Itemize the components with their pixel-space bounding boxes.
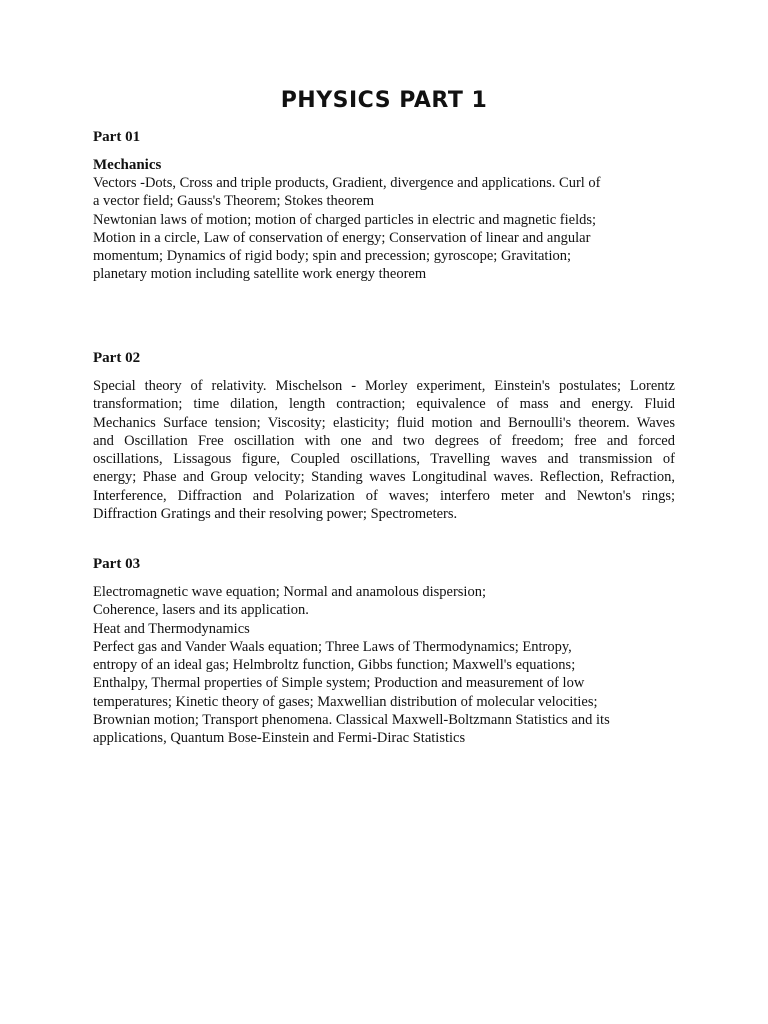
part-01-heading: Part 01: [93, 129, 141, 145]
page-title: PHYSICS PART 1: [280, 88, 488, 113]
part-03-line: Coherence, lasers and its application.: [93, 602, 309, 619]
part-03-line: Electromagnetic wave equation; Normal and anamolous dispersion;: [93, 584, 486, 600]
part-01-line: Vectors -Dots, Cross and triple products, Gradient, divergence and applications. Curl of: [93, 175, 601, 191]
part-03-line: Perfect gas and Vander Waals equation; Three Laws of Thermodynamics; Entropy,: [93, 638, 572, 655]
part-01-line: momentum; Dynamics of rigid body; spin and precession; gyroscope; Gravitation;: [93, 248, 572, 265]
part-02-heading: Part 02: [93, 350, 141, 366]
section-part-03: [93, 555, 675, 748]
part-02-line: oscillations, Lissagous figure, Coupled oscillations, Travelling waves and transmission of: [93, 451, 675, 468]
part-03-line: temperatures; Kinetic theory of gases; Maxwellian distribution of molecular velocities;: [93, 693, 598, 710]
part-01-line: planetary motion including satellite work energy theorem: [93, 266, 427, 283]
part-02-line: Special theory of relativity. Mischelson - Morley experiment, Einstein's postulates; Lorentz: [93, 378, 675, 394]
section-part-01: [93, 128, 675, 284]
mechanics-heading: Mechanics: [93, 157, 162, 173]
part-01-line: Newtonian laws of motion; motion of charged particles in electric and magnetic fields;: [93, 211, 597, 228]
part-03-line: entropy of an ideal gas; Helmbroltz function, Gibbs function; Maxwell's equations;: [93, 657, 576, 674]
part-01-line: a vector field; Gauss's Theorem; Stokes theorem: [93, 193, 374, 210]
part-02-line: and Oscillation Free oscillation with one and two degrees of freedom; free and forced: [93, 432, 675, 449]
part-02-line: Mechanics Surface tension; Viscosity; elasticity; fluid motion and Bernoulli's theorem. Waves: [93, 414, 675, 431]
part-01-line: Motion in a circle, Law of conservation of energy; Conservation of linear and angular: [93, 229, 591, 246]
part-02-line: Diffraction Gratings and their resolving power; Spectrometers.: [93, 506, 458, 523]
part-03-line: Brownian motion; Transport phenomena. Classical Maxwell-Boltzmann Statistics and its: [93, 712, 610, 729]
part-03-heading: Part 03: [93, 556, 141, 572]
part-02-line: energy; Phase and Group velocity; Standing waves Longitudinal waves. Reflection, Refraction,: [93, 469, 675, 486]
part-02-paragraph: [93, 377, 675, 523]
part-02-line: transformation; time dilation, length contraction; equivalence of mass and energy. Fluid: [93, 396, 675, 413]
part-03-line: Enthalpy, Thermal properties of Simple system; Production and measurement of low: [93, 675, 585, 692]
part-03-line: applications, Quantum Bose-Einstein and Fermi-Dirac Statistics: [93, 730, 466, 747]
part-02-line: Interference, Diffraction and Polarization of waves; interfero meter and Newton's rings;: [93, 487, 675, 504]
heat-thermodynamics-heading: Heat and Thermodynamics: [93, 620, 250, 637]
section-part-02: [93, 349, 675, 523]
